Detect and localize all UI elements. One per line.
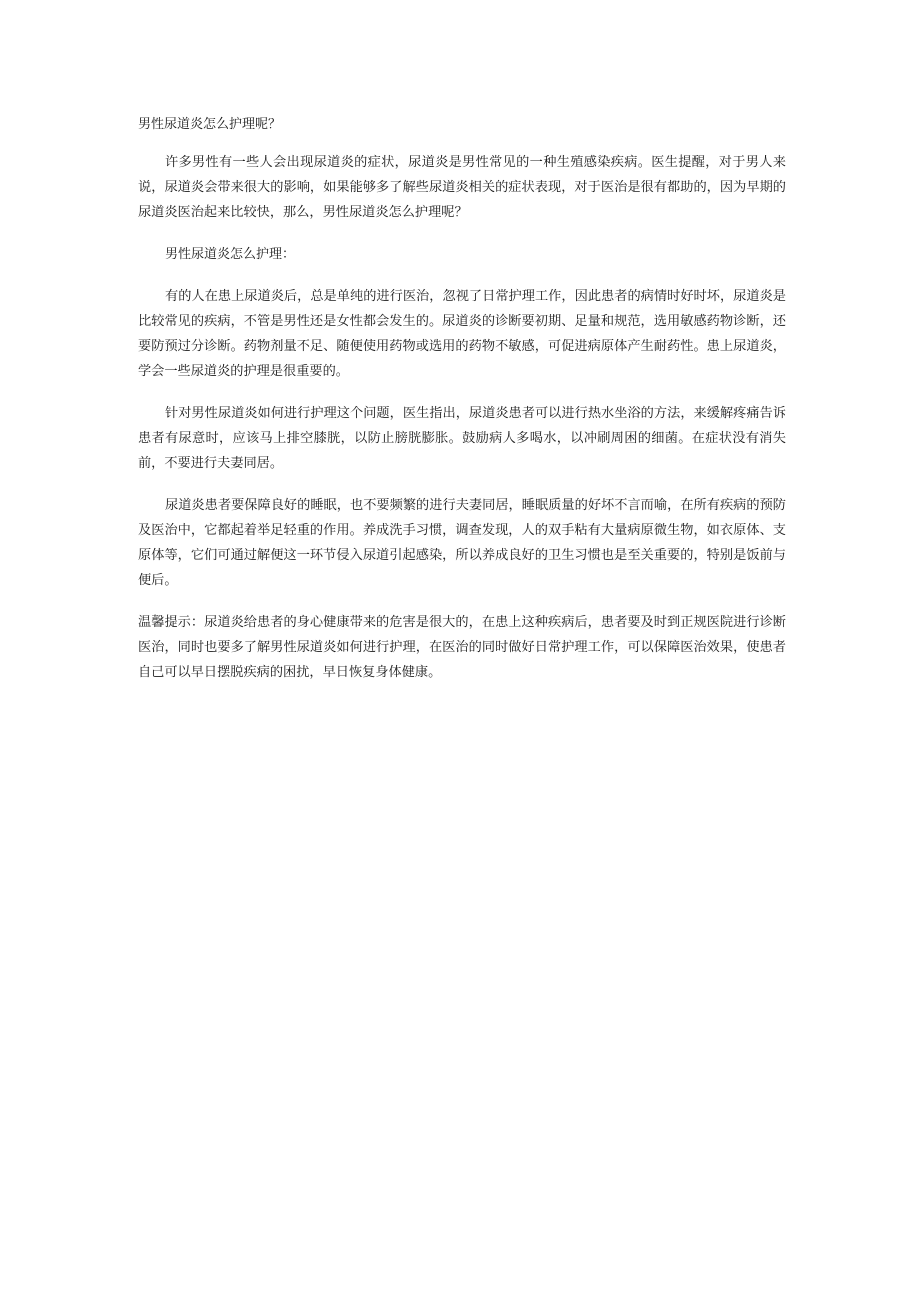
- document-title: 男性尿道炎怎么护理呢？: [138, 117, 282, 132]
- document-body: [138, 112, 786, 685]
- section-heading: 男性尿道炎怎么护理：: [165, 247, 296, 262]
- tip-paragraph: 温馨提示：尿道炎给患者的身心健康带来的危害是很大的，在患上这种疾病后，患者要及时到正规医院进行诊断医治，同时也要多了解男性尿道炎如何进行护理，在医治的同时做好日常护理工作，可以保障医治效果，使患者自己可以早日摆脱疾病的困扰，早日恢复身体健康。: [138, 615, 786, 680]
- body-paragraph-1: 有的人在患上尿道炎后，总是单纯的进行医治，忽视了日常护理工作，因此患者的病情时好时坏，尿道炎是比较常见的疾病，不管是男性还是女性都会发生的。尿道炎的诊断要初期、足量和规范，选用敏感药物诊断，还要防预过分诊断。药物剂量不足、随便使用药物或选用的药物不敏感，可促进病原体产生耐药性。患上尿道炎，学会一些尿道炎的护理是很重要的。: [138, 289, 786, 379]
- body-paragraph-2: 针对男性尿道炎如何进行护理这个问题，医生指出，尿道炎患者可以进行热水坐浴的方法，来缓解疼痛告诉患者有尿意时，应该马上排空膝胱，以防止膀胱膨胀。鼓励病人多喝水，以冲刷周困的细菌。在症状没有消失前，不要进行夫妻同居。: [138, 406, 786, 471]
- intro-paragraph: 许多男性有一些人会出现尿道炎的症状，尿道炎是男性常见的一种生殖感染疾病。医生提醒，对于男人来说，尿道炎会带来很大的影响，如果能够多了解些尿道炎相关的症状表现，对于医治是很有都助的，因为早期的尿道炎医治起来比较快，那么，男性尿道炎怎么护理呢？: [138, 155, 786, 220]
- body-paragraph-3: 尿道炎患者要保障良好的睡眠，也不要频繁的进行夫妻同居，睡眠质量的好坏不言而喻，在所有疾病的预防及医治中，它都起着举足轻重的作用。养成洗手习惯，调查发现，人的双手粘有大量病原微生物，如衣原体、支原体等，它们可通过解便这一环节侵入尿道引起感染，所以养成良好的卫生习惯也是至关重要的，特别是饭前与便后。: [138, 498, 786, 588]
